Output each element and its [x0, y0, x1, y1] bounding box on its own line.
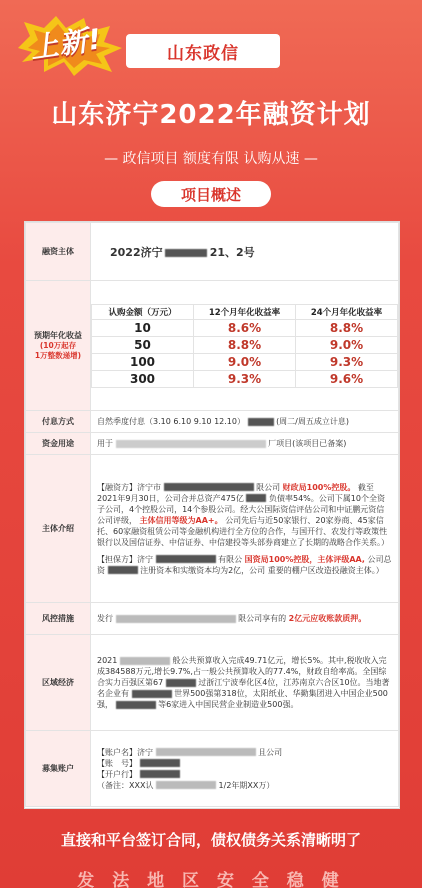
redaction-mask: [248, 418, 274, 426]
redaction-mask: [164, 483, 254, 491]
page-title: 山东济宁2022年融资计划: [51, 100, 371, 130]
econ-text: 般公共预算收入完成49.71亿元，增长5%。其中,税收收入完成384588万元,增长9.7%,占一般公共预算收入的77.4%，财政自给率高。全国综合实力百强区第67: [97, 656, 387, 687]
account-cell: [91, 731, 399, 807]
intro-guarantor: [97, 554, 392, 576]
yield-rate-24m: 9.0%: [296, 336, 398, 353]
yield-note-1: (10万起存: [39, 341, 77, 350]
econ-label: 区域经济: [26, 635, 91, 731]
footer-slogan-2: 发 法 地 区 安 全 稳 健: [77, 871, 345, 888]
yield-cell: [91, 281, 399, 411]
yield-rate-24m: 9.6%: [296, 370, 398, 387]
econ-text: 过浙江宁波奉化区4位，江苏南京六合区10位。当地著名企业有: [97, 678, 390, 698]
intro-highlight: 国资局100%控股，主体评级AA,: [244, 554, 365, 564]
yield-amount: 10: [92, 319, 194, 336]
redaction-mask: [246, 494, 266, 502]
yield-rate-24m: 9.3%: [296, 353, 398, 370]
yield-header-24m: 24个月年化收益率: [296, 304, 398, 319]
intro-cell: [91, 455, 399, 603]
yield-rate-12m: 9.3%: [194, 370, 296, 387]
account-note-row: [97, 780, 392, 791]
intro-text: 公司总资: [97, 554, 392, 575]
yield-header-amount: 认购金额（万元）: [92, 304, 194, 319]
product-cell: [91, 223, 399, 281]
econ-text: 世界500强第318位，太阳纸业、华勤集团进入中国企业500强，: [97, 689, 388, 709]
risk-cell: [91, 603, 399, 635]
econ-cell: [91, 635, 399, 731]
risk-label: 风控措施: [26, 603, 91, 635]
intro-label: 主体介绍: [26, 455, 91, 603]
badge-new: 上新!: [28, 22, 104, 65]
yield-rate-12m: 8.6%: [194, 319, 296, 336]
intro-highlight: 财政局100%控股。: [282, 482, 356, 492]
redaction-mask: [166, 679, 196, 687]
intro-text: 限公司: [256, 482, 281, 492]
yield-rate-24m: 8.8%: [296, 319, 398, 336]
use-text-2: 厂项目(该项目已备案): [268, 439, 347, 448]
intro-text: 有限公: [218, 554, 243, 564]
intro-text: 【融资方】济宁市: [97, 482, 161, 492]
redaction-mask: [108, 566, 138, 574]
yield-amount: 100: [92, 353, 194, 370]
risk-text: 限公司享有的: [238, 614, 287, 623]
overview-card: [24, 221, 400, 809]
redaction-mask: [116, 615, 236, 623]
intro-text: 注册资本和实缴资本均为2亿，公司: [140, 565, 266, 575]
redaction-mask: [165, 249, 207, 257]
yield-table: [91, 304, 398, 388]
econ-text: 2021: [97, 656, 118, 665]
account-bank-row: [97, 769, 392, 780]
account-number-row: [97, 758, 392, 769]
payment-text: 自然季度付息（3.10 6.10 9.10 12.10）: [97, 417, 245, 426]
yield-amount: 300: [92, 370, 194, 387]
intro-financier: [97, 482, 392, 548]
yield-header-12m: 12个月年化收益率: [194, 304, 296, 319]
region-tag: 山东政信: [126, 34, 280, 68]
intro-text: 【担保方】济宁: [97, 554, 153, 564]
intro-text: 截至2021年9月30日，公司合并总资产475亿: [97, 482, 374, 503]
product-label: 融资主体: [26, 223, 91, 281]
redaction-mask: [140, 770, 180, 778]
use-label: 资金用途: [26, 433, 91, 455]
yield-rate-12m: 8.8%: [194, 336, 296, 353]
redaction-mask: [156, 781, 216, 789]
account-number: 【账 号】: [97, 758, 137, 768]
section-pill: 项目概述: [151, 181, 271, 207]
account-note: （备注：XXX认: [97, 780, 154, 790]
account-name: 【账户名】济宁: [97, 747, 153, 757]
page-subtitle: — 政信项目 额度有限 认购从速 —: [104, 151, 318, 167]
redaction-mask: [140, 759, 180, 767]
risk-text: 发行: [97, 614, 113, 623]
intro-text: 公司先后与近50家银行、20家券商、45家信托、60家融资租赁公司等金融机构进行全方位的合作，与国开行、农发行等政策性银行以及国信证券、中信证券、中信建投等头部券商建立了长期的战略合作关系。）: [97, 515, 389, 547]
yield-label-cell: [26, 281, 91, 411]
payment-cell: [91, 411, 399, 433]
intro-text: 负债率54%。公司下属10个全资子公司，4个控股公司，14个参股公司。经大公国际资信评估公司和中证鹏元资信公司评级，: [97, 493, 385, 525]
intro-text: 重要的棚户区改造投融资主体。）: [267, 565, 384, 575]
use-cell: [91, 433, 399, 455]
account-bank: 【开户行】: [97, 769, 137, 779]
intro-highlight: 主体信用等级为AA+。: [139, 515, 223, 525]
redaction-mask: [156, 555, 216, 563]
yield-amount: 50: [92, 336, 194, 353]
overview-table: [25, 222, 399, 807]
payment-label: 付息方式: [26, 411, 91, 433]
redaction-mask: [156, 748, 256, 756]
yield-label: 预期年化收益: [34, 331, 82, 340]
account-label: 募集账户: [26, 731, 91, 807]
payment-text-2: (周二/周五成立计息): [276, 417, 349, 426]
risk-highlight: 2亿元应收账款质押。: [288, 614, 367, 623]
yield-rate-12m: 9.0%: [194, 353, 296, 370]
use-text: 用于: [97, 439, 113, 448]
econ-text: 等6家进入中国民营企业制造业500强。: [158, 700, 299, 709]
account-name: 且公司: [258, 747, 283, 757]
redaction-mask: [120, 657, 170, 665]
redaction-mask: [116, 701, 156, 709]
account-note: 1/2年期XX万）: [218, 780, 275, 790]
yield-note-2: 1万整数递增): [34, 351, 82, 360]
product-name-suffix: 21、2号: [209, 245, 255, 259]
redaction-mask: [132, 690, 172, 698]
footer-slogan: 直接和平台签订合同，债权债务关系清晰明了: [60, 831, 361, 849]
account-name-row: [97, 747, 392, 758]
redaction-mask: [116, 440, 266, 448]
product-name-prefix: 2022济宁: [110, 245, 163, 259]
